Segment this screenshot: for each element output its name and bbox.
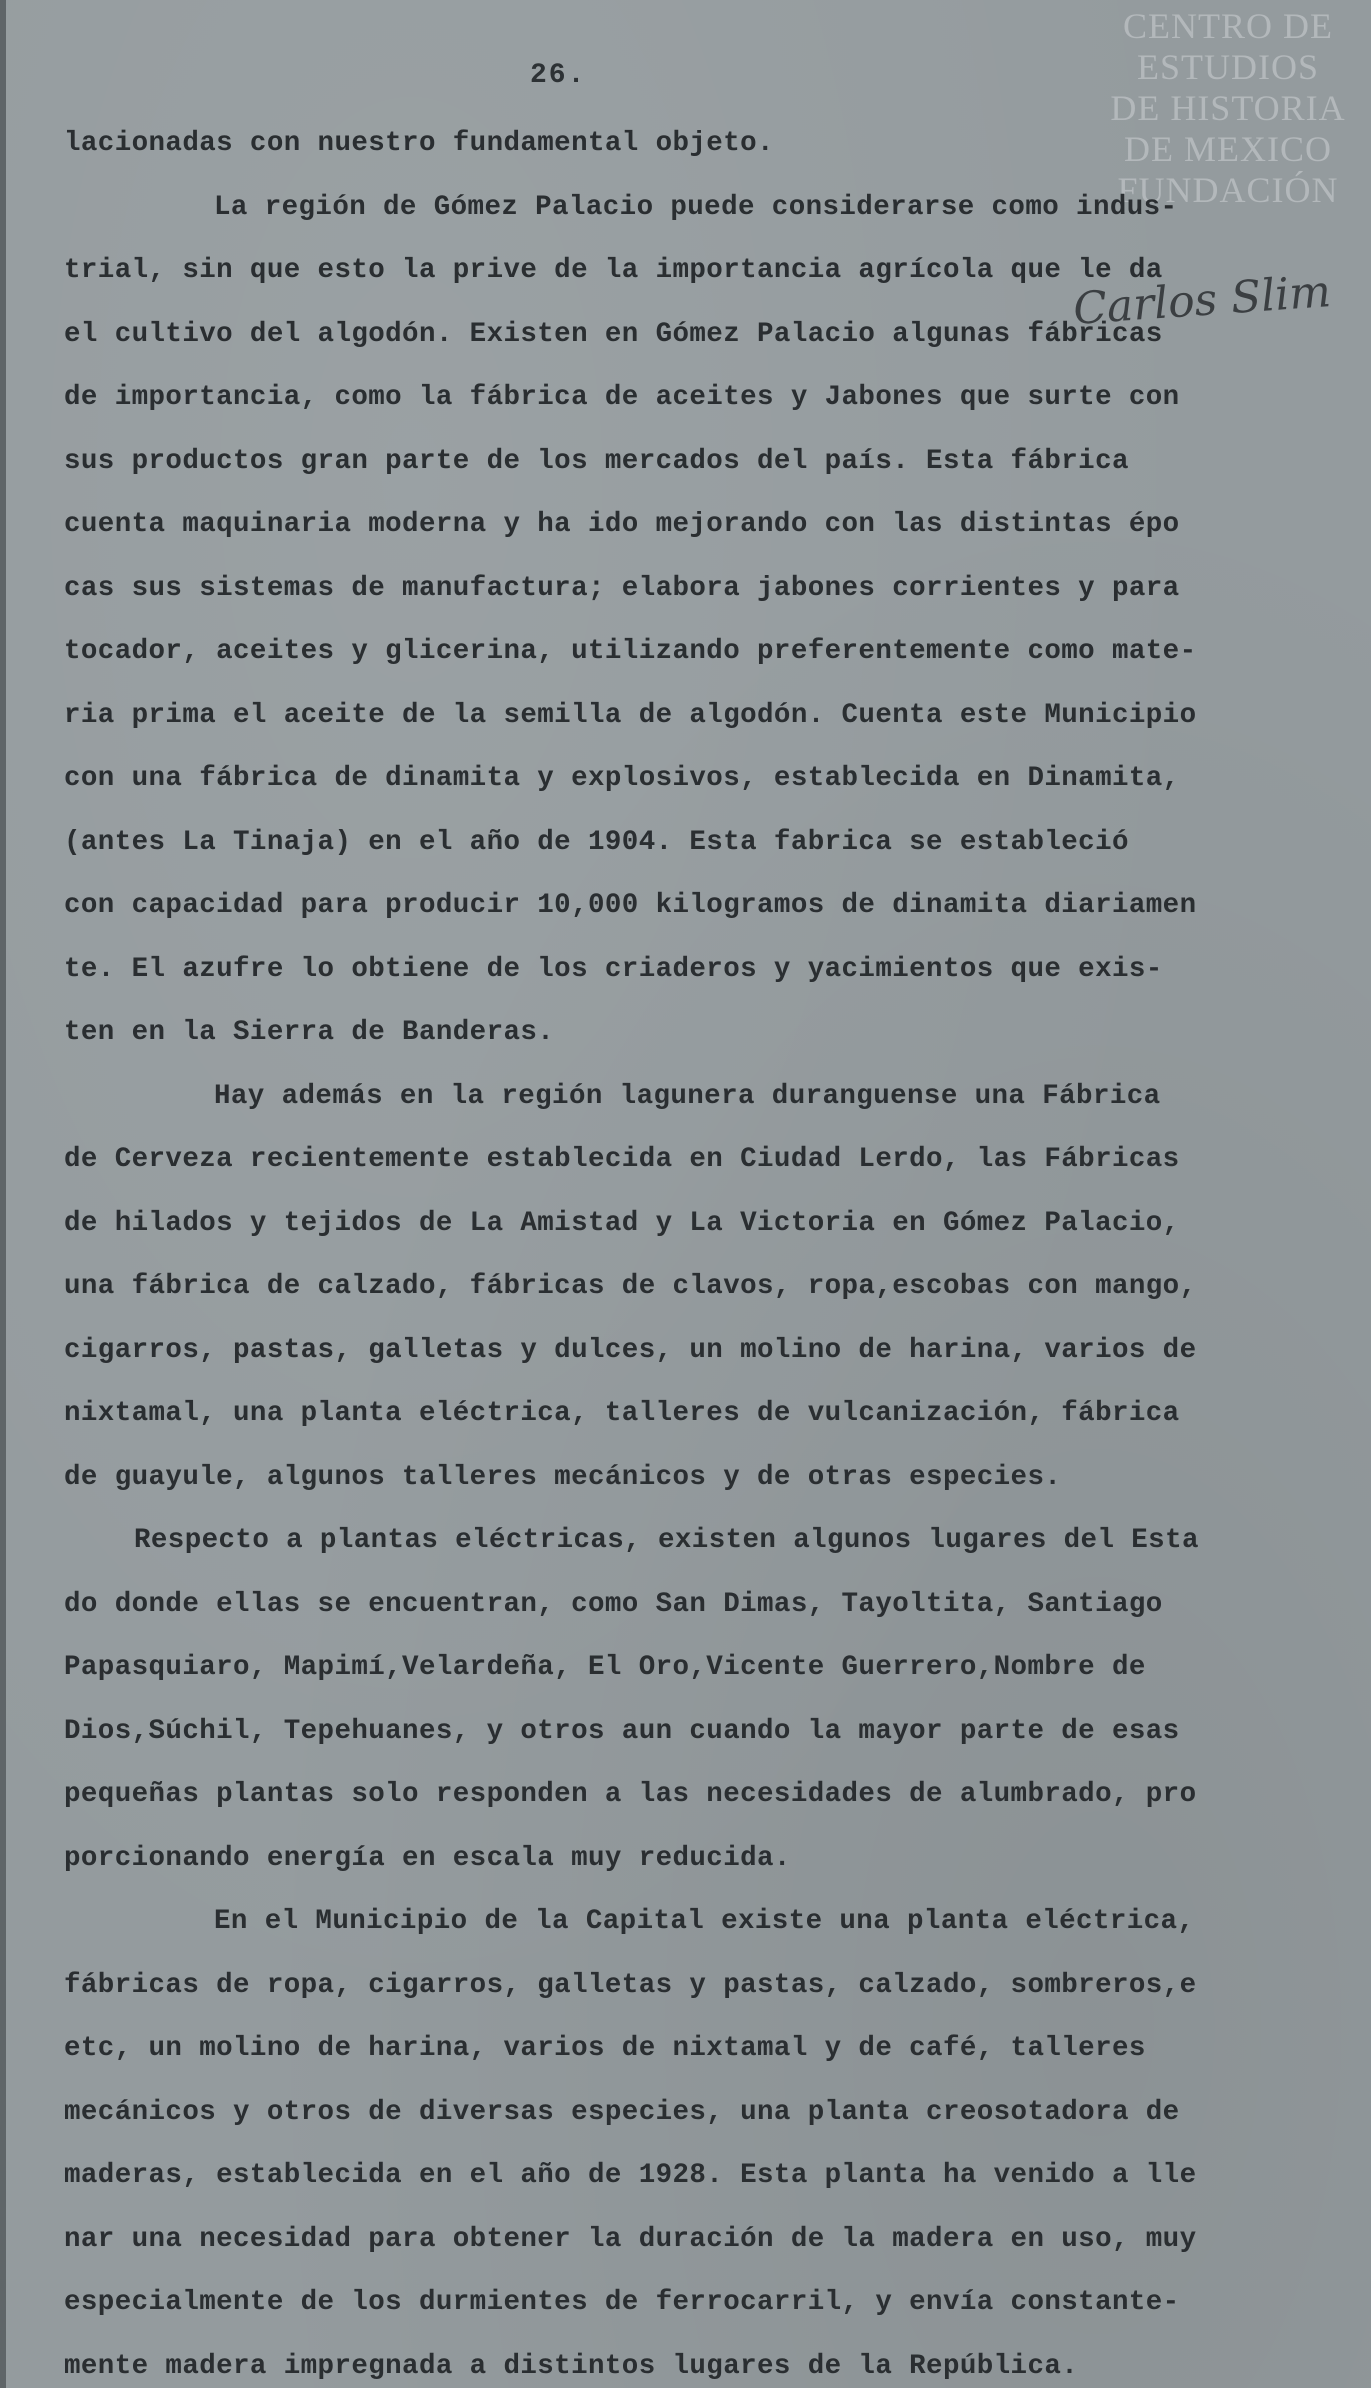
text-line: cas sus sistemas de manufactura; elabora jabones corrientes y para — [64, 572, 1180, 604]
text-line: La región de Gómez Palacio puede considerarse como indus- — [214, 191, 1178, 223]
text-line: tocador, aceites y glicerina, utilizando preferentemente como mate- — [64, 636, 1197, 667]
text-line: nar una necesidad para obtener la duración de la madera en uso, muy — [64, 2223, 1197, 2255]
text-line: con capacidad para producir 10,000 kilogramos de dinamita diariamen — [64, 890, 1197, 921]
paragraph-gomez-palacio — [64, 176, 1304, 1065]
paragraph-plantas-electricas — [64, 1509, 1304, 1890]
text-line: ria prima el aceite de la semilla de algodón. Cuenta este Municipio — [64, 699, 1197, 731]
text-line: de importancia, como la fábrica de aceites y Jabones que surte con — [64, 382, 1180, 413]
text-line: ten en la Sierra de Banderas. — [64, 1017, 555, 1048]
text-line: con una fábrica de dinamita y explosivos, establecida en Dinamita, — [64, 763, 1180, 794]
stamp-line: CENTRO DE — [1123, 6, 1333, 46]
text-line: Papasquiaro, Mapimí,Velardeña, El Oro,Vicente Guerrero,Nombre de — [64, 1652, 1146, 1683]
text-line: pequeñas plantas solo responden a las necesidades de alumbrado, pro — [64, 1779, 1197, 1810]
text-line: nixtamal, una planta eléctrica, talleres de vulcanización, fábrica — [64, 1398, 1180, 1429]
text-line: Respecto a plantas eléctricas, existen algunos lugares del Esta — [134, 1525, 1199, 1556]
text-line: trial, sin que esto la prive de la importancia agrícola que le da — [64, 255, 1163, 286]
page-edge — [0, 0, 6, 2388]
stamp-line: FUNDACIÓN — [1117, 170, 1339, 210]
text-line: especialmente de los durmientes de ferrocarril, y envía constante- — [64, 2287, 1180, 2318]
text-line: Dios,Súchil, Tepehuanes, y otros aun cuando la mayor parte de esas — [64, 1715, 1180, 1747]
paragraph-continuation — [64, 112, 1304, 176]
text-line: de hilados y tejidos de La Amistad y La Victoria en Gómez Palacio, — [64, 1207, 1180, 1239]
stamp-line: DE MEXICO — [1124, 129, 1332, 169]
text-line: mecánicos y otros de diversas especies, una planta creosotadora de — [64, 2096, 1180, 2128]
stamp-line: DE HISTORIA — [1110, 88, 1346, 128]
text-line: el cultivo del algodón. Existen en Gómez Palacio algunas fábricas — [64, 318, 1163, 350]
text-line: lacionadas con nuestro fundamental objeto. — [64, 128, 774, 159]
text-line: mente madera impregnada a distintos lugares de la República. — [64, 2350, 1079, 2382]
text-line: do donde ellas se encuentran, como San Dimas, Tayoltita, Santiago — [64, 1588, 1163, 1620]
page-number: 26. — [530, 60, 587, 91]
text-line: (antes La Tinaja) en el año de 1904. Esta fabrica se estableció — [64, 826, 1129, 858]
text-line: una fábrica de calzado, fábricas de clavos, ropa,escobas con mango, — [64, 1271, 1197, 1302]
text-line: etc, un molino de harina, varios de nixtamal y de café, talleres — [64, 2033, 1146, 2064]
text-line: sus productos gran parte de los mercados del país. Esta fábrica — [64, 445, 1129, 477]
text-line: Hay además en la región lagunera duranguense una Fábrica — [214, 1080, 1161, 1112]
paragraph-municipio-capital — [64, 1890, 1304, 2388]
text-line: cuenta maquinaria moderna y ha ido mejorando con las distintas épo — [64, 509, 1180, 540]
text-line: de guayule, algunos talleres mecánicos y de otras especies. — [64, 1461, 1062, 1493]
text-line: porcionando energía en escala muy reducida. — [64, 1842, 791, 1874]
text-line: En el Municipio de la Capital existe una planta eléctrica, — [214, 1906, 1195, 1937]
typewritten-body — [64, 112, 1304, 2388]
text-line: de Cerveza recientemente establecida en Ciudad Lerdo, las Fábricas — [64, 1144, 1180, 1175]
text-line: te. El azufre lo obtiene de los criaderos y yacimientos que exis- — [64, 953, 1163, 985]
handwritten-signature: Carlos Slim — [1071, 266, 1333, 335]
paragraph-region-lagunera — [64, 1065, 1304, 1510]
text-line: fábricas de ropa, cigarros, galletas y pastas, calzado, sombreros,e — [64, 1969, 1197, 2001]
text-line: maderas, establecida en el año de 1928. Esta planta ha venido a lle — [64, 2160, 1197, 2191]
text-line: cigarros, pastas, galletas y dulces, un molino de harina, varios de — [64, 1334, 1197, 1366]
stamp-line: ESTUDIOS — [1136, 47, 1319, 87]
